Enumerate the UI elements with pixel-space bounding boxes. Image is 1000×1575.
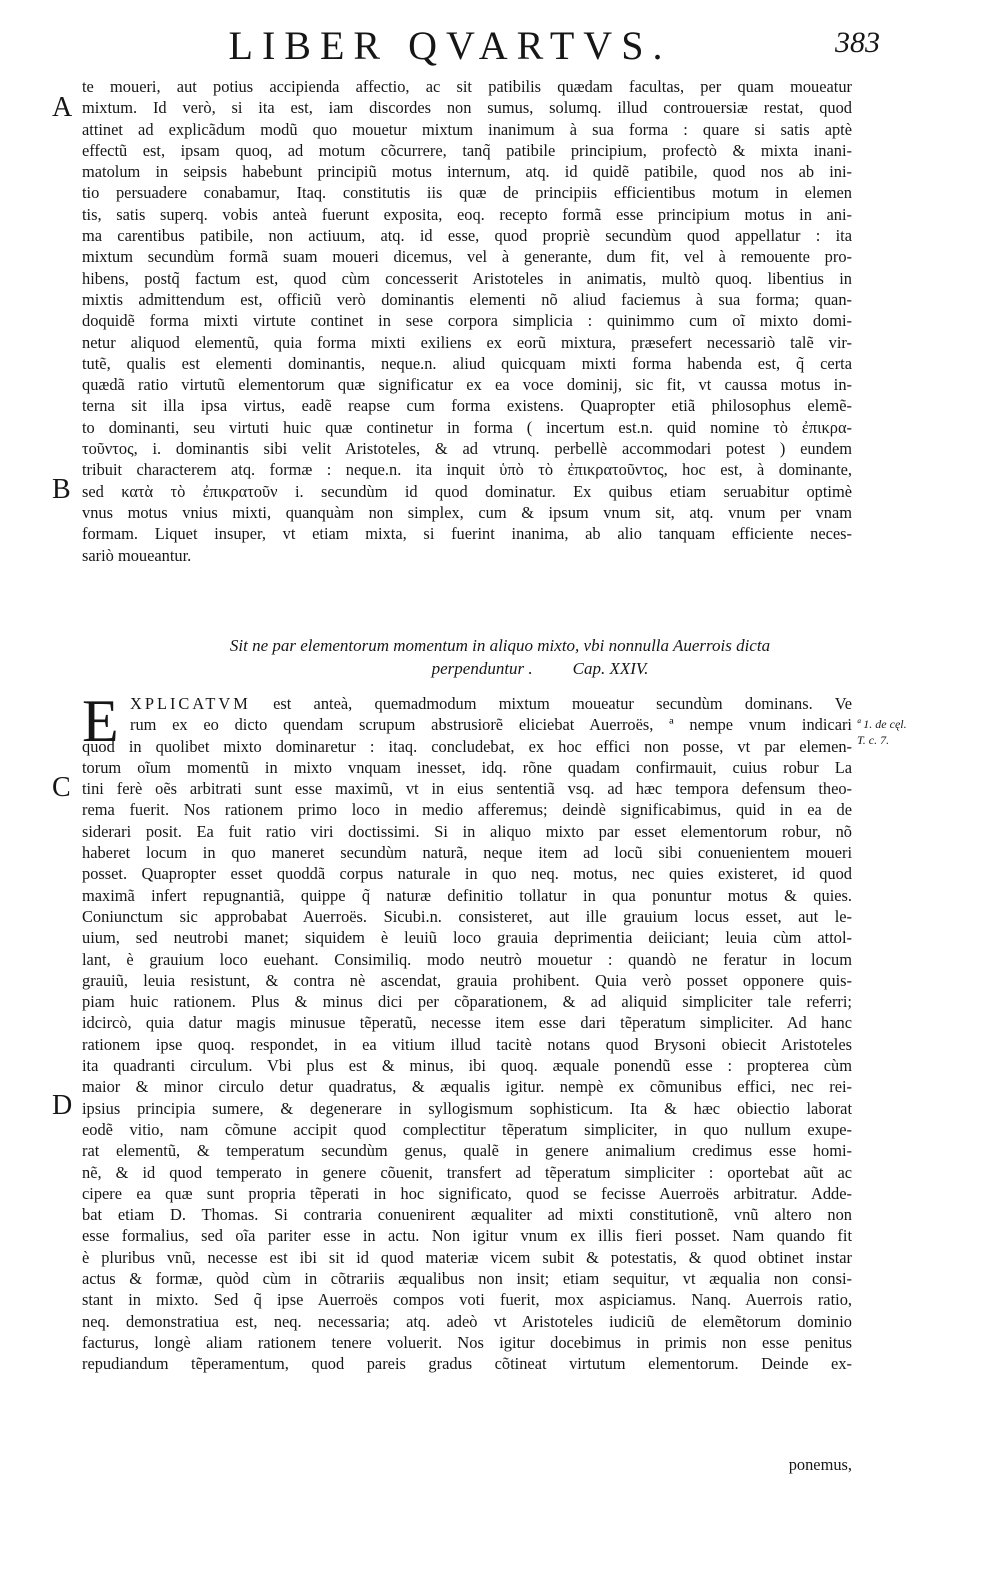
- text-line: effectũ est, ipsam quoq, ad motum cõcurrere, tanq̃ patibile principium, profectò & mixta inani-: [82, 140, 852, 160]
- text-line: to dominanti, seu virtuti huic quæ continetur in forma ( incertum est.n. quid nomine τὸ ἐπικρα-: [82, 417, 852, 437]
- text-line: hibens, postq̃ factum est, quod cùm concesserit Aristoteles in animatis, multò quoq. libentius in: [82, 268, 852, 288]
- text-line: τοῦντος, i. dominantis sibi velit Aristoteles, & ad vtrunq. perbellè accommodari potest ) eundem: [82, 439, 852, 459]
- text-line: torum oĩum momentũ in mixto vnquam inesset, idq. rõne quadam confirmauit, cuius robur La: [82, 757, 852, 777]
- paragraph-one: [82, 76, 852, 566]
- text-line: facturus, longè aliam rationem tenere voluerit. Nos igitur docebimus in primis non esse penitus: [82, 1332, 852, 1352]
- text-line: siderari posit. Ea fuit ratio viri doctissimi. Si in aliquo mixto par esset elementorum robur, nõ: [82, 821, 852, 841]
- text-line: cipere ea quæ sunt propria tẽperati in hoc significato, quod se fecisse Auerroës arbitratur. Adde-: [82, 1183, 852, 1203]
- text-line: matolum in seipsis habebunt principiũ motus internum, atq. id quidẽ patibile, quod nos ab ini-: [82, 162, 852, 182]
- text-line: maior & minor circulo detur quadratus, & æqualis igitur. nempè ex cõmunibus effici, nec rei-: [82, 1077, 852, 1097]
- text-line: ipsius principia sumere, & degenerare in syllogismum sophisticum. Ita & hæc obiectio laborat: [82, 1098, 852, 1118]
- margin-note-line-1: ª 1. de cęl.: [857, 717, 907, 731]
- text-line: neq. demonstratiua est, neq. necessaria; atq. adeò vt Aristoteles iudiciũ de elemẽtorum dominio: [82, 1311, 852, 1331]
- text-line: nẽ, & id quod temperato in genere cõuenit, transfert ad tẽperatum simpliciter : oportebat aũt ac: [82, 1162, 852, 1182]
- paragraph-two: [82, 688, 852, 1375]
- text-line: repudiandum tẽperamentum, quod pareis gradus cõtineat virtutum elementorum. Deinde ex-: [82, 1354, 852, 1374]
- text-line: [82, 693, 852, 714]
- text-line: quod in quolibet mixto dominaretur : itaq. concludebat, ex hoc effici non posse, vt par elemen-: [82, 736, 852, 756]
- text-line: rat elementũ, & temperatum secundùm genus, qualẽ in genere animalium credimus esse homi-: [82, 1141, 852, 1161]
- text-line: netur aliquod elementũ, quia forma mixti exiliens ex eorũ mixtura, præsefert necessariò talẽ vir-: [82, 332, 852, 352]
- chapter-heading: [0, 634, 1000, 680]
- text-line: tini ferè oẽs arbitrati sunt esse maximũ, vt in eius sententiã vsq. ad hæc tempora defensum theo-: [82, 779, 852, 799]
- text-line: mixtis admittendum est, officiũ verò dominantis elementi nõ aliud faciemus à sua forma; quan-: [82, 289, 852, 309]
- text-line: ita quadranti circulum. Vbi plus est & minus, ibi quoq. æquale ponendũ esse : propterea cùm: [82, 1056, 852, 1076]
- text-line: tio persuadere conabamur, Itaq. constitutis iis quæ de principiis efficientibus motum in elemen: [82, 183, 852, 203]
- text-line: grauiũ, leuia resistunt, & contra nè ascendat, grauia prohibent. Quia verò posset opponere quis-: [82, 970, 852, 990]
- text-line: tutẽ, qualis est elementi dominantis, neque.n. aliud quicquam mixti forma habenda est, q̃ certa: [82, 353, 852, 373]
- text-line: idcircò, quia datur magis minusue tẽperatũ, necesse item esse dari tẽperatum simpliciter. Ad hanc: [82, 1013, 852, 1033]
- text-line: esse formalius, sed oĩa pariter esse in actu. Non igitur vnum ex illis fieri posset. Nam quando fit: [82, 1226, 852, 1246]
- text-line: ma carentibus patibile, non actiuum, atq. id esse, quod propriè secundùm quod appellatur : ita: [82, 226, 852, 246]
- text-line: mixtum. Id verò, si ita est, iam discordes non sumus, solumq. illud controuersiæ restat, quod: [82, 98, 852, 118]
- text-line: terna sit illa ipsa virtus, eadẽ reapse cum forma existens. Quapropter etiã philosophus elemẽ-: [82, 396, 852, 416]
- catchword: ponemus,: [788, 1455, 852, 1474]
- text-line: haberet locum in quo maneret secundùm naturã, neque item ad locũ sibi conuenientem moueri: [82, 843, 852, 863]
- chapter-number: Cap. XXIV.: [572, 659, 649, 678]
- text-line: tribuit characterem atq. formæ : neque.n. ita inquit ὑπὸ τὸ ἐπικρατοῦντος, hoc est, à dominante,: [82, 460, 852, 480]
- section-marker-c: C: [52, 772, 71, 803]
- text-line: sariò moueantur.: [82, 545, 192, 565]
- text-line: posset. Quapropter esset quoddã corpus naturale in quo neq. motus, nec quies existeret, id quod: [82, 864, 852, 884]
- text-line: tis, satis superq. vobis anteà fuerunt exposita, eoq. recepto formã esse principium motus in ani-: [82, 204, 852, 224]
- chapter-heading-line-1: Sit ne par elementorum momentum in aliquo mixto, vbi nonnulla Auerrois dicta: [229, 636, 771, 655]
- text-line: te moueri, aut potius accipienda affectio, ac sit patibilis quædam facultas, per quam moueatur: [82, 77, 852, 96]
- text-line: maximã infert repugnantiã, quippe q̃ naturæ definitio tollatur in qua ponuntur motus & quies.: [82, 885, 852, 905]
- running-title: LIBER QVARTVS.: [228, 23, 672, 68]
- section-marker-a: A: [52, 92, 73, 123]
- text-line: è pluribus vnũ, necesse est ibi sit id quod materiæ vicem subit & potestatis, & quod obtinet instar: [82, 1247, 852, 1267]
- drop-capital: E: [82, 688, 119, 754]
- text-line: rationem ipse quoq. respondet, in ea vitium illud tacitè notans quod Brysoni obiecit Aristoteles: [82, 1034, 852, 1054]
- text-line: formam. Liquet insuper, vt etiam mixta, si fuerint inanima, ab alio tanquam efficiente neces-: [82, 524, 852, 544]
- text-line: eodẽ vitio, nam cõmune accipit quod complectitur tẽperatum simpliciter, in quo nullum exupe-: [82, 1119, 852, 1139]
- margin-note: [857, 716, 907, 748]
- text-line: vnus motus vnius mixti, quanquàm non simplex, cum & ipsum vnum sit, atq. vnum per vnam: [82, 502, 852, 522]
- text-line: rum ex eo dicto quendam scrupum abstrusiorẽ eliciebat Auerroës, ª nempe vnum indicari: [130, 715, 852, 735]
- text-line: piam huic rationem. Plus & minus dici per cõparationem, & ad aliquid simpliciter tale referri;: [82, 992, 852, 1012]
- section-marker-d: D: [52, 1090, 73, 1121]
- first-line-text: est anteà, quemadmodum mixtum moueatur secundùm dominans. Ve: [250, 694, 852, 713]
- first-word: XPLICATVM: [130, 694, 251, 713]
- text-line: stant in mixto. Sed q̃ ipse Auerroës compos voti fuerit, mox aspiciamus. Nanq. Auerrois ratio,: [82, 1290, 852, 1310]
- margin-note-line-2: T. c. 7.: [857, 733, 890, 747]
- text-line: quædã ratio virtutũ elementorum quæ significatur ex ea voce dominij, sic fit, vt caussa motus in-: [82, 375, 852, 395]
- page-header: [0, 22, 1000, 82]
- text-line: sed κατὰ τὸ ἐπικρατοῦν i. secundùm id quod dominatur. Ex quibus etiam seruabitur optimè: [82, 481, 852, 501]
- text-line: actus & formæ, quòd cùm in cõtrariis æqualibus non insit; etiam sequitur, vt æqualia non consi-: [82, 1269, 852, 1289]
- text-line: doquidẽ forma mixti virtute continet in sese corpora simplicia : quinimmo cum oĩ mixto domi-: [82, 311, 852, 331]
- text-line: attinet ad explicãdum modũ quo mouetur mixtum inanimum à sua forma : quare si satis aptè: [82, 119, 852, 139]
- page-number: 383: [835, 26, 880, 59]
- text-line: uium, sed neutrobi manet; siquidem è leuiũ loco grauia deprimentia deiiciant; leuia cùm attol-: [82, 928, 852, 948]
- text-line: lant, è grauium loco euehant. Consimiliq. modo neutrò mouetur : quandò ne feratur in locum: [82, 949, 852, 969]
- chapter-heading-line-2: perpenduntur .: [431, 659, 533, 678]
- text-line: rema fuerit. Nos rationem primo loco in medio afferemus; deindè significabimus, quid in ea de: [82, 800, 852, 820]
- section-marker-b: B: [52, 474, 71, 505]
- text-line: mixtum secundùm formã suam moueri dicemus, vel à generante, dum fit, vel à remouente pro-: [82, 247, 852, 267]
- text-line: bat etiam D. Thomas. Si contraria conuenirent æqualiter ad mixti constitutionẽ, vnũ altero non: [82, 1205, 852, 1225]
- text-line: Coniunctum sic approbabat Auerroës. Sicubi.n. consisteret, aut ille grauium locus esset, aut le-: [82, 906, 852, 926]
